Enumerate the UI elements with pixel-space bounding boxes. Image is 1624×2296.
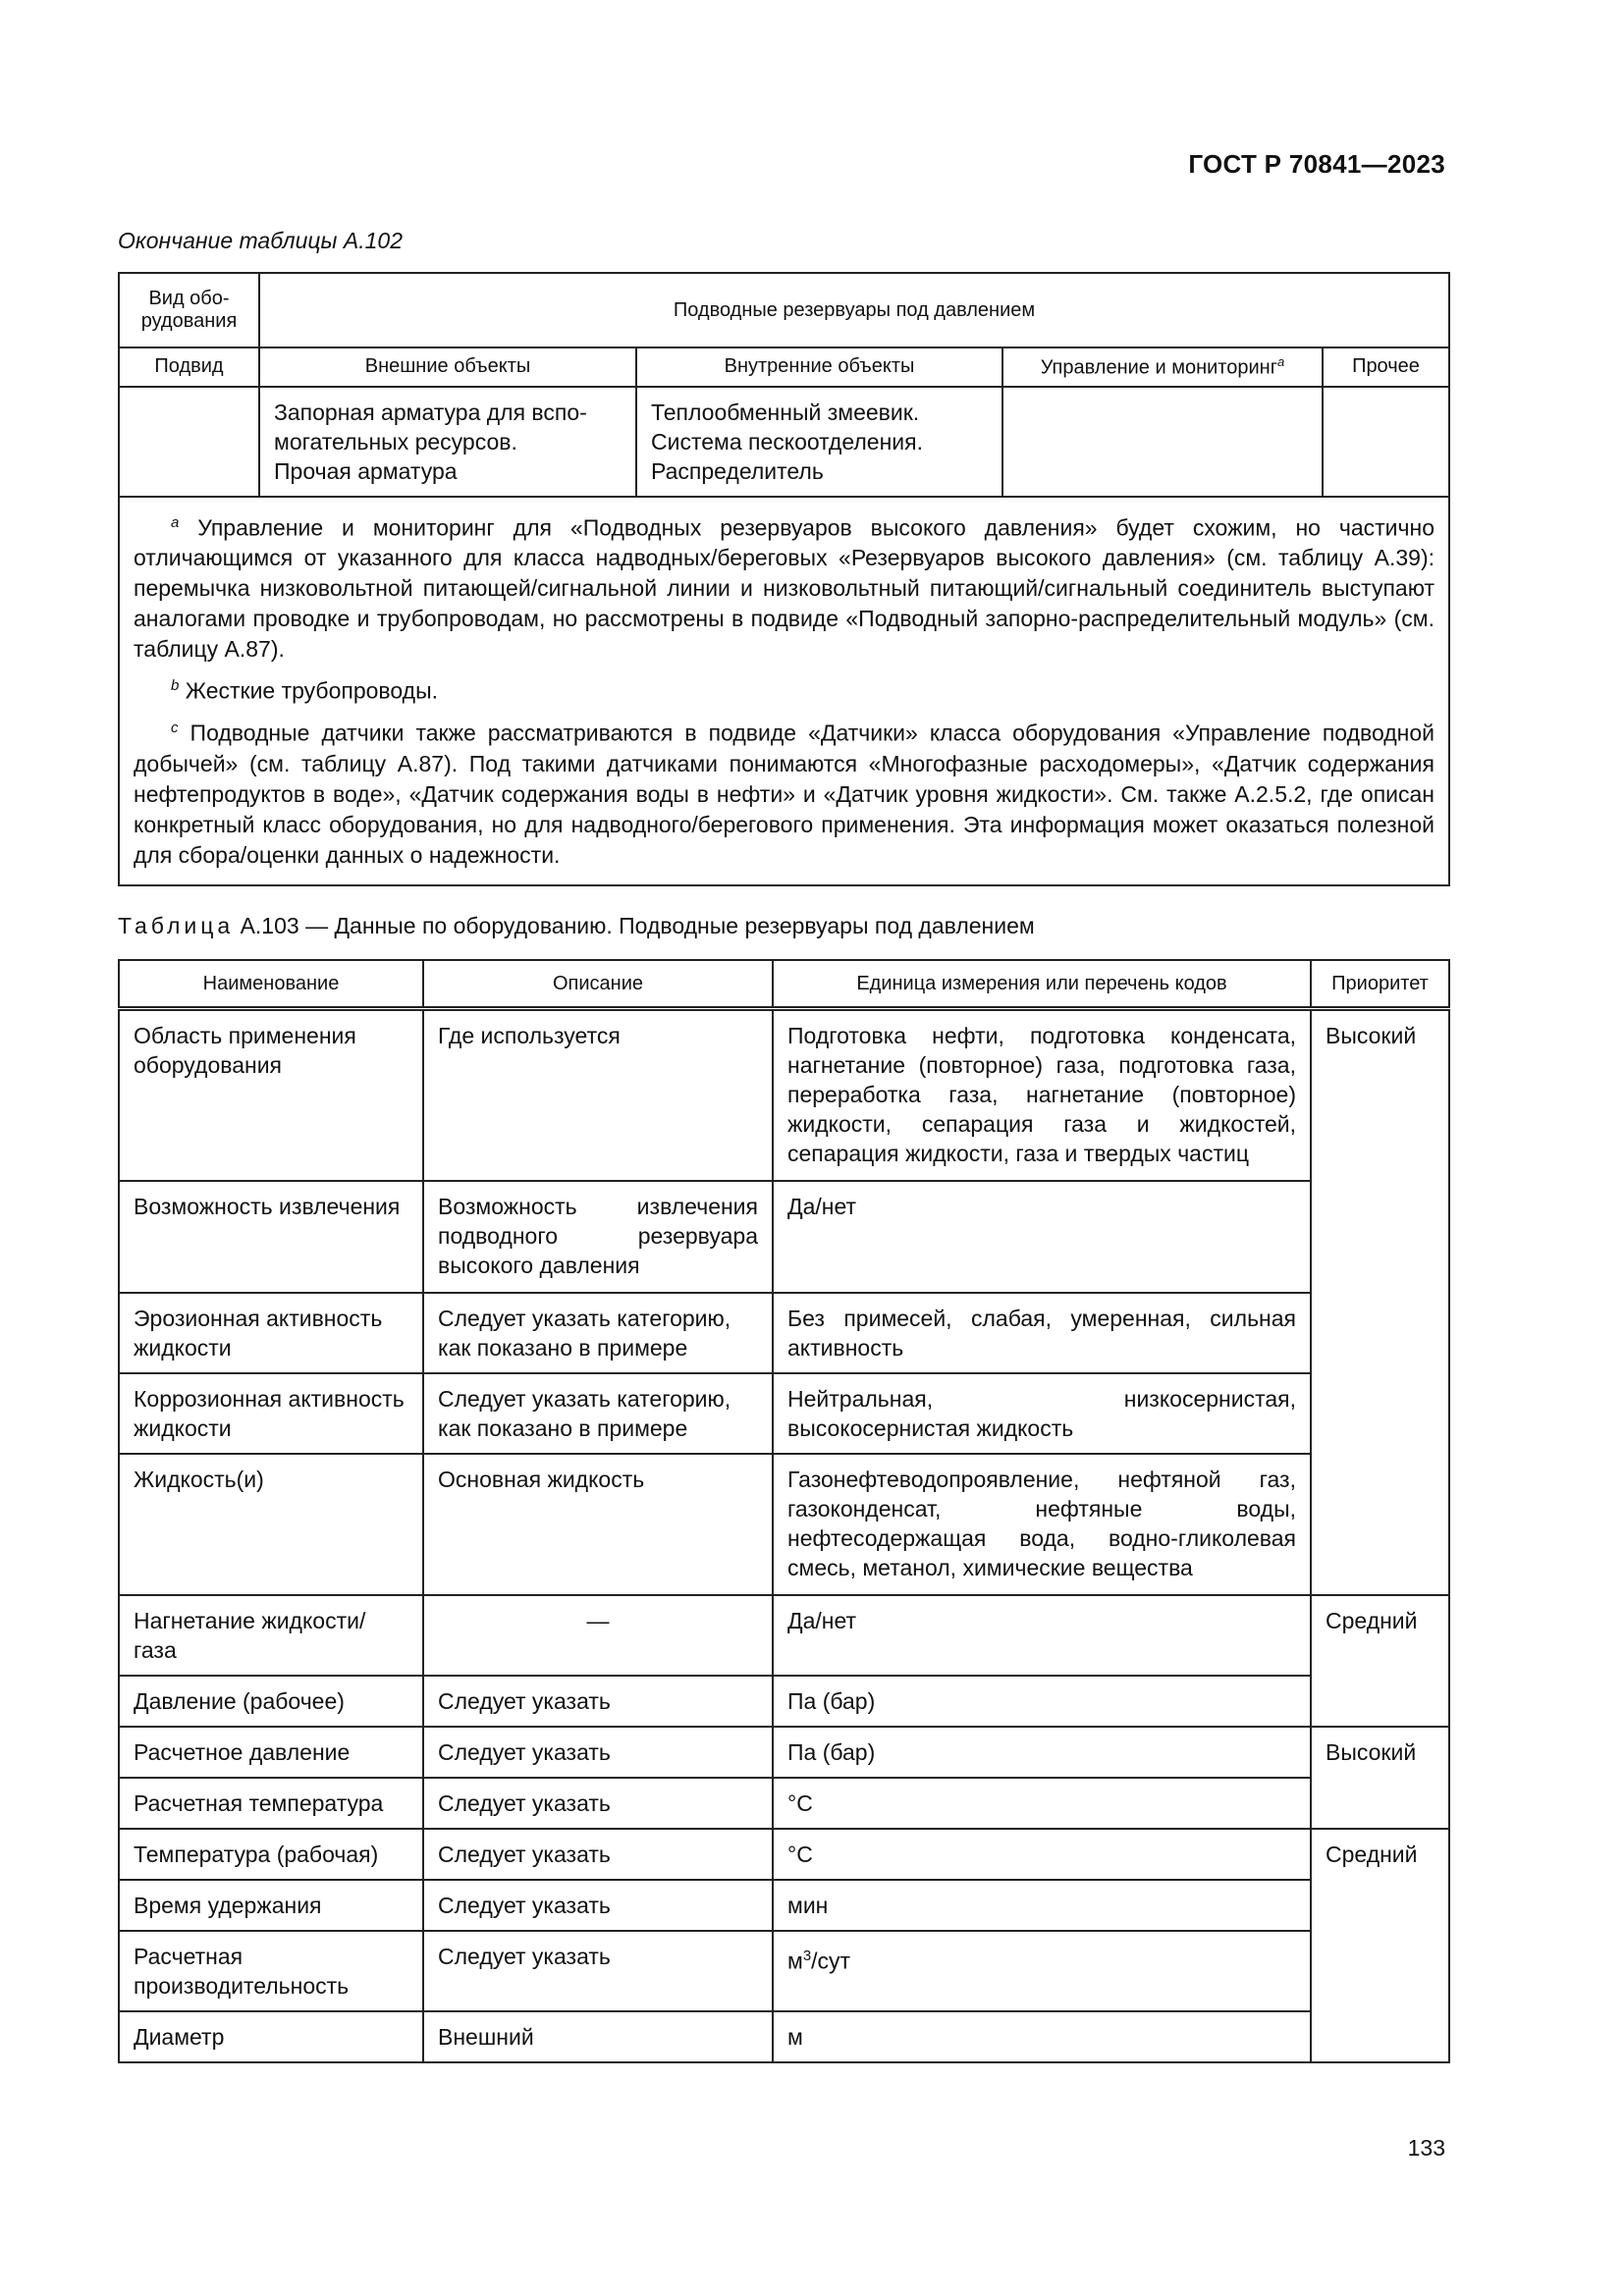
cell-unit: °C <box>773 1778 1311 1829</box>
col-control <box>1002 347 1323 387</box>
table-row <box>119 1373 1449 1454</box>
cell-description: — <box>423 1595 773 1676</box>
header-name: Наименование <box>119 960 423 1009</box>
table-a103 <box>118 959 1450 2063</box>
external-line: Запорная арматура для вспо- <box>274 399 587 425</box>
cell-unit: Подготовка нефти, подготовка конденсата, нагнетание (повторное) газа, подготовка газа, переработка газа, нагнетание (повторное) жидкости, сепарация газа и жидкостей, сепарация жидкости, газа и твердых частиц <box>773 1009 1311 1182</box>
table-row <box>119 1454 1449 1595</box>
table-row <box>119 1181 1449 1293</box>
cell-description: Где используется <box>423 1009 773 1182</box>
col-internal: Внутренние объекты <box>636 347 1002 387</box>
table-row <box>119 1595 1449 1676</box>
footnote-mark: a <box>171 513 180 531</box>
cell-name: Время удержания <box>119 1880 423 1931</box>
cell-external <box>259 387 636 497</box>
cell-name: Температура (рабочая) <box>119 1829 423 1880</box>
cell-name: Расчетная производительность <box>119 1931 423 2011</box>
cell-unit: Газонефтеводопроявление, нефтяной газ, газоконденсат, нефтяные воды, нефтесодержащая вода, водно-гликолевая смесь, метанол, химические вещества <box>773 1454 1311 1595</box>
table-a102-end <box>118 272 1450 886</box>
cell-unit: Па (бар) <box>773 1676 1311 1727</box>
table-row <box>119 1293 1449 1373</box>
cell-priority: Высокий <box>1311 1727 1449 1829</box>
cell-priority: Средний <box>1311 1595 1449 1727</box>
cell-unit: Па (бар) <box>773 1727 1311 1778</box>
footnote-b <box>134 670 1435 707</box>
unit-tail: /сут <box>811 1948 851 1974</box>
header-priority: Приоритет <box>1311 960 1449 1009</box>
table-row <box>119 1778 1449 1829</box>
cell-description: Следует указать категорию, как показано в примере <box>423 1293 773 1373</box>
cell-name: Жидкость(и) <box>119 1454 423 1595</box>
col-other: Прочее <box>1323 347 1449 387</box>
cell-description: Следует указать <box>423 1931 773 2011</box>
col-control-footnote-mark: a <box>1277 354 1285 369</box>
cell-unit: Без примесей, слабая, умеренная, сильная активность <box>773 1293 1311 1373</box>
cell-unit: Нейтральная, низкосернистая, высокосернистая жидкость <box>773 1373 1311 1454</box>
cell-description: Следует указать <box>423 1880 773 1931</box>
equipment-type-value: Подводные резервуары под давлением <box>259 273 1449 347</box>
cell-description: Возможность извлечения подводного резервуара высокого давления <box>423 1181 773 1293</box>
internal-line: Теплообменный змеевик. <box>651 399 920 425</box>
cell-internal <box>636 387 1002 497</box>
table-row <box>119 1931 1449 2011</box>
header-unit: Единица измерения или перечень кодов <box>773 960 1311 1009</box>
col-control-label: Управление и мониторинг <box>1040 356 1277 379</box>
table-row <box>119 1880 1449 1931</box>
footnote-mark: b <box>171 677 180 695</box>
cell-description: Следует указать <box>423 1727 773 1778</box>
cell-description: Следует указать <box>423 1778 773 1829</box>
table-row <box>119 1829 1449 1880</box>
internal-line: Распределитель <box>651 457 824 484</box>
cell-description: Следует указать <box>423 1829 773 1880</box>
table-a103-caption <box>118 913 1035 939</box>
cell-unit: мин <box>773 1880 1311 1931</box>
internal-line: Система пескоотделения. <box>651 428 923 454</box>
table-row <box>119 1009 1449 1182</box>
cell-name: Расчетная температура <box>119 1778 423 1829</box>
caption-text: А.103 — Данные по оборудованию. Подводные резервуары под давлением <box>234 913 1035 938</box>
table-row <box>119 2011 1449 2062</box>
cell-name: Коррозионная активность жидкости <box>119 1373 423 1454</box>
cell-description: Следует указать категорию, как показано в примере <box>423 1373 773 1454</box>
external-line: могательных ресурсов. <box>274 428 517 454</box>
footnote-mark: c <box>171 719 179 736</box>
external-line: Прочая арматура <box>274 457 458 484</box>
table-row <box>119 1676 1449 1727</box>
cell-description: Внешний <box>423 2011 773 2062</box>
cell-control <box>1002 387 1323 497</box>
cell-unit: Да/нет <box>773 1181 1311 1293</box>
cell-description: Следует указать <box>423 1676 773 1727</box>
equipment-type-label: Вид обо-рудования <box>119 273 259 347</box>
cell-unit: Да/нет <box>773 1595 1311 1676</box>
document-standard-number: ГОСТ Р 70841—2023 <box>1188 149 1445 179</box>
cell-name: Нагнетание жидкости/газа <box>119 1595 423 1676</box>
cell-description: Основная жидкость <box>423 1454 773 1595</box>
cell-unit: м <box>773 2011 1311 2062</box>
footnote-text: Жесткие трубопроводы. <box>185 677 439 704</box>
table-row <box>119 1727 1449 1778</box>
footnote-text: Управление и мониторинг для «Подводных резервуаров высокого давления» будет схожим, но частично отличающимся от указанного для класса надводных/береговых «Резервуаров высокого давления» (см. таблицу А.39): перемычка низковольтной питающей/сигнальной линии и низковольтный питающий/сигнальный соединитель выступают аналогами проводке и трубопроводам, но рассмотрены в подвиде «Подводный запорно-распределительный модуль» (см. таблицу А.87). <box>134 514 1435 663</box>
cell-name: Диаметр <box>119 2011 423 2062</box>
footnote-a <box>134 507 1435 666</box>
cell-name: Возможность извлечения <box>119 1181 423 1293</box>
cell-name: Давление (рабочее) <box>119 1676 423 1727</box>
cell-name: Эрозионная активность жидкости <box>119 1293 423 1373</box>
caption-prefix: Таблица <box>118 913 235 938</box>
col-subtype: Подвид <box>119 347 259 387</box>
cell-priority: Средний <box>1311 1829 1449 2062</box>
page-number: 133 <box>1407 2135 1445 2161</box>
table-footnotes <box>119 497 1449 885</box>
cell-unit <box>773 1931 1311 2011</box>
table-continuation-label: Окончание таблицы А.102 <box>118 228 403 253</box>
cell-subtype <box>119 387 259 497</box>
cell-name: Расчетное давление <box>119 1727 423 1778</box>
unit-superscript: 3 <box>802 1948 812 1964</box>
cell-unit: °C <box>773 1829 1311 1880</box>
unit-base: м <box>787 1948 803 1974</box>
cell-priority: Высокий <box>1311 1009 1449 1596</box>
header-description: Описание <box>423 960 773 1009</box>
footnote-c <box>134 713 1435 871</box>
cell-other <box>1323 387 1449 497</box>
col-external: Внешние объекты <box>259 347 636 387</box>
footnote-text: Подводные датчики также рассматриваются в подвиде «Датчики» класса оборудования «Управление подводной добычей» (см. таблицу А.87). Под такими датчиками понимаются «Многофазные расходомеры», «Датчик содержания нефтепродуктов в воде», «Датчик содержания воды в нефти» и «Датчик уровня жидкости». См. также А.2.5.2, где описан конкретный класс оборудования, но для надводного/берегового применения. Эта информация может оказаться полезной для сбора/оценки данных о надежности. <box>134 720 1435 868</box>
cell-name: Область применения оборудования <box>119 1009 423 1182</box>
